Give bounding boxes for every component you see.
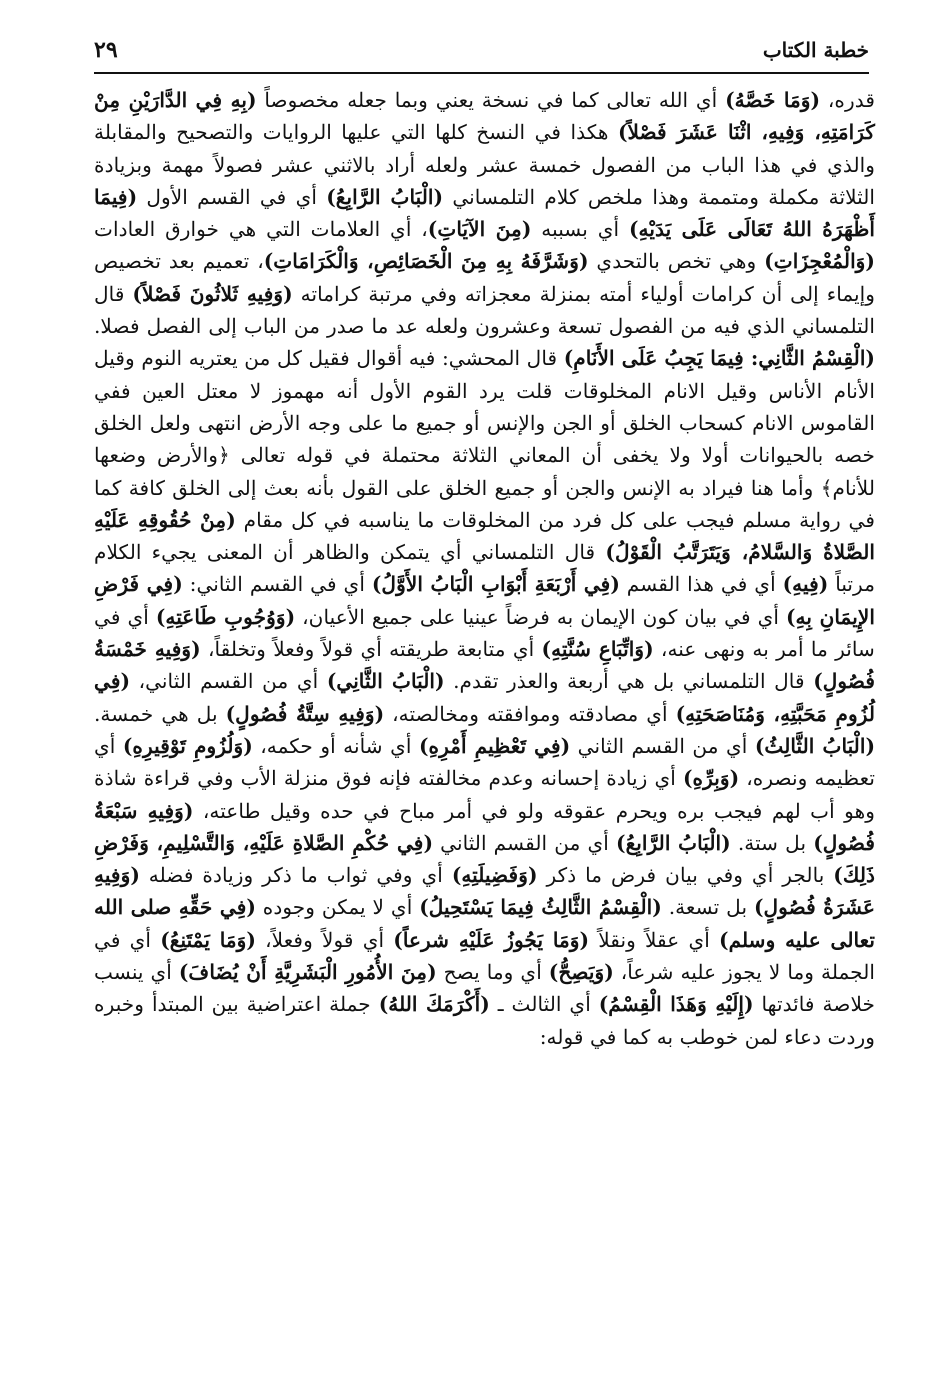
- commentary-span: أي وما يصح: [436, 960, 549, 985]
- matn-quote: (وَفِيهِ خَمْسَةُ فُصُولٍ): [94, 637, 875, 694]
- matn-quote: (أَكْرَمَكَ اللهُ): [378, 992, 490, 1017]
- matn-quote: (فِي تَعْظِيمِ أَمْرِهِ): [418, 733, 571, 758]
- matn-quote: (الْقِسْمُ الثَّانِي: فِيمَا يَجِبُ عَلَى الأَنَامِ): [563, 346, 875, 371]
- matn-quote: (فِي حُكْمِ الصَّلاةِ عَلَيْهِ، وَالتَّسْلِيمِ، وَفَرْضِ ذَلِكَ): [94, 830, 875, 888]
- commentary-span: بل ستة.: [730, 830, 814, 855]
- commentary-span: قال التلمساني بل هي أربعة والعذر تقدم.: [444, 669, 814, 694]
- matn-quote: (بِهِ فِي الدَّارَيْنِ مِنْ كَرَامَتِهِ، وَفِيهِ، اثْنَا عَشَرَ فَصْلاً): [94, 88, 875, 145]
- commentary-span: هكذا في النسخ كلها التي عليها الروايات والتصحيح والمقابلة والذي في هذا الباب من الفصول خمسة عشر ولعله أراد بالاثني عشر فصولاً مهمة وبزيادة الثلاثة مكملة ومتممة وهذا ملخص كلام التلمساني: [94, 120, 875, 209]
- commentary-span: أي في القسم الأول: [137, 184, 327, 209]
- commentary-span: أي في الجملة وما لا يجوز عليه شرعاً،: [94, 927, 875, 985]
- commentary-span: أي من القسم الثاني،: [130, 669, 327, 694]
- paragraph: [94, 84, 875, 1053]
- commentary-span: قال المحشي: فيه أقوال فقيل كل من يعتريه النوم وقيل الأنام الأناس وقيل الانام المخلوقات قلت يرد القوم الأول أنه مهموز لا معتل العين ففي القاموس الانام كسحاب الخلق أو الجن والإنس أو جميع ما على وجه الأرض انتهى ولعل الخلق خصه بالحيوانات أولا ولا يخفى أن المعاني الثلاثة محتملة في قوله تعالى ﴿والأرض وضعها للأنام﴾ وأما هنا فيراد به الإنس والجن أو جميع الخلق على القول بأنه بعث إلى الخلق كافة كما في رواية مسلم فيجب على كل فرد من المخلوقات ما يناسبه في كل مقام: [94, 346, 875, 532]
- matn-quote: (فِي لُزُومِ مَحَبَّتِهِ، وَمُنَاصَحَتِهِ): [94, 669, 876, 726]
- commentary-span: قال التلمساني أي يتمكن والظاهر أن المعنى يجيء الكلام مرتباً: [94, 540, 876, 597]
- matn-quote: (الْبَابُ الثَّالِثُ): [754, 733, 875, 758]
- commentary-span: أي في بيان كون الإيمان به فرضاً عينيا على جميع الأعيان،: [295, 604, 786, 629]
- commentary-span: أي بسببه: [531, 217, 629, 242]
- matn-quote: (وَالْمُعْجِزَاتِ): [764, 249, 875, 274]
- matn-quote: (وَفِيهِ سِتَّةُ فُصُولٍ): [225, 701, 385, 726]
- matn-quote: (فِي فَرْضِ الإِيمَانِ بِهِ): [94, 572, 875, 629]
- matn-quote: (مِنَ الآيَاتِ): [427, 217, 532, 242]
- matn-quote: (وَشَرَّفَهُ بِهِ مِنَ الْخَصَائِصِ، وَالْكَرَامَاتِ): [263, 249, 589, 274]
- matn-quote: (الْقِسْمُ الثَّالِثُ فِيمَا يَسْتَحِيلُ): [419, 895, 662, 920]
- commentary-span: أي لا يمكن وجوده: [255, 895, 420, 920]
- commentary-span: ، تعميم بعد تخصيص وإيماء إلى أن كرامات أولياء أمته بمنزلة معجزاته وفي مرتبة كراماته: [94, 249, 876, 306]
- matn-quote: (وَمَا يَجُوزُ عَلَيْهِ شرعاً): [393, 927, 590, 952]
- matn-quote: (وَمَا خَصَّهُ): [725, 88, 821, 112]
- commentary-span: أي زيادة إحسانه وعدم مخالفته فإنه فوق منزلة الأب وفي قراءة شاذة وهو أب لهم فيجب بره ويحرم عقوقه ولو في أمر مباح في حده وقيل طاعته،: [94, 766, 875, 823]
- commentary-span: أي قولاً وفعلاً،: [255, 927, 394, 952]
- commentary-span: وهي تخص بالتحدي: [588, 249, 765, 274]
- matn-quote: (وَوُجُوبِ طَاعَتِهِ): [155, 604, 296, 629]
- matn-quote: (وَيَصِحُّ): [548, 960, 614, 985]
- commentary-text: [94, 84, 875, 1053]
- commentary-span: أي من القسم الثاني: [433, 830, 617, 855]
- commentary-span: أي الله تعالى كما في نسخة يعني وبما جعله مخصوصاً: [256, 88, 726, 112]
- matn-quote: (مِنَ الأُمُورِ الْبَشَرِيَّةِ أَنْ يُضَافَ): [178, 960, 437, 985]
- commentary-span: أي في سائر ما أمر به ونهى عنه،: [94, 604, 875, 662]
- commentary-span: أي في القسم الثاني:: [182, 572, 372, 597]
- commentary-span: قال التلمساني الذي فيه من الفصول تسعة وعشرون ولعله عد ما صدر من الباب إلى الفصل فصلا.: [94, 281, 875, 339]
- matn-quote: (إِلَيْهِ وَهَذَا الْقِسْمُ): [598, 992, 754, 1017]
- running-title: خطبة الكتاب: [762, 38, 869, 62]
- matn-quote: (وَفِيهِ ثَلاثُونَ فَصْلاً): [132, 281, 293, 306]
- commentary-span: أي وفي ثواب ما ذكر وزيادة فضله: [139, 863, 452, 888]
- matn-quote: (فِيهِ): [782, 572, 829, 597]
- commentary-span: بل هي خمسة.: [94, 701, 226, 726]
- matn-quote: (وَفِيهِ عَشَرَةُ فُصُولٍ): [94, 863, 876, 920]
- commentary-span: جملة اعتراضية بين المبتدأ وخبره وردت دعاء لمن خوطب به كما في قوله:: [94, 992, 875, 1049]
- matn-quote: (الْبَابُ الرَّابِعُ): [616, 830, 731, 855]
- commentary-span: أي مصادقته وموافقته ومخالصته،: [384, 701, 676, 726]
- page-header: [94, 28, 869, 74]
- matn-quote: (وَبِرِّهِ): [683, 766, 740, 791]
- commentary-span: أي تعظيمه ونصره،: [94, 733, 875, 791]
- matn-quote: (الْبَابُ الرَّابِعُ): [326, 184, 444, 209]
- matn-quote: (مِنْ حُقُوقِهِ عَلَيْهِ الصَّلاةُ وَالسَّلامُ، وَيَتَرَتَّبُ الْقَوْلُ): [94, 507, 875, 565]
- commentary-span: أي ينسب خلاصة فائدتها: [94, 960, 875, 1017]
- matn-quote: (الْبَابُ الثَّانِي): [326, 669, 445, 694]
- commentary-span: ، أي العلامات التي هي خوارق العادات: [94, 217, 428, 242]
- matn-quote: (وَمَا يَمْتَنِعُ): [160, 927, 256, 952]
- matn-quote: (وَفِيهِ سَبْعَةُ فُصُولٍ): [94, 798, 876, 855]
- matn-quote: (فِي حَقِّهِ صلى الله تعالى عليه وسلم): [94, 895, 875, 952]
- commentary-span: أي عقلاً ونقلاً: [589, 927, 720, 952]
- commentary-span: أي في هذا القسم: [619, 572, 783, 597]
- commentary-span: أي شأنه أو حكمه،: [252, 733, 419, 758]
- commentary-span: أي الثالث ـ: [489, 992, 599, 1017]
- matn-quote: (وَاتِّبَاعِ سُنَّتِهِ): [541, 637, 654, 662]
- commentary-span: أي من القسم الثاني: [570, 733, 755, 758]
- commentary-span: بل تسعة.: [661, 895, 754, 920]
- page-number: ٢٩: [94, 37, 118, 63]
- matn-quote: (فِي أَرْبَعَةِ أَبْوَابِ الْبَابُ الأَوَّلُ): [371, 572, 620, 597]
- commentary-span: أي متابعة طريقته أي قولاً وفعلاً وتخلقاً،: [200, 637, 542, 662]
- matn-quote: (فِيمَا أَظْهَرَهُ اللهُ تَعَالَى عَلَى يَدَيْهِ): [94, 184, 876, 242]
- commentary-span: قدره،: [820, 88, 875, 112]
- matn-quote: (وَلُزُومِ تَوْقِيرِهِ): [122, 733, 253, 758]
- commentary-span: بالجر أي وفي بيان فرض ما ذكر: [537, 863, 834, 888]
- matn-quote: (وَفَضِيلَتِهِ): [451, 863, 538, 888]
